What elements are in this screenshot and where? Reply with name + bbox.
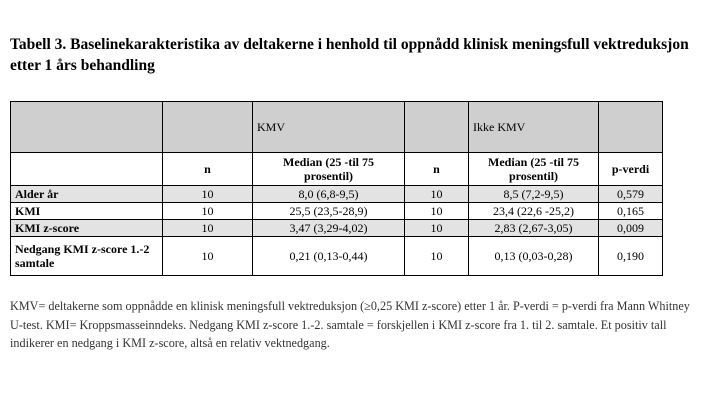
cell-n-ikke-kmv: 10: [405, 203, 469, 220]
table-row: [11, 186, 663, 203]
column-header-row: [11, 153, 663, 186]
cell-p-value: 0,579: [599, 186, 663, 203]
group-header-row: [11, 102, 663, 153]
cell-median-ikke-kmv: 2,83 (2,67-3,05): [469, 220, 599, 237]
header-p-value: p-verdi: [599, 153, 663, 186]
cell-p-value: 0,165: [599, 203, 663, 220]
row-label: Nedgang KMI z-score 1.-2 samtale: [11, 237, 163, 276]
cell-n-kmv: 10: [163, 203, 253, 220]
cell-p-value: 0,009: [599, 220, 663, 237]
empty-corner-cell: [11, 102, 163, 153]
row-label: KMI: [11, 203, 163, 220]
row-label: Alder år: [11, 186, 163, 203]
header-n-kmv: n: [163, 153, 253, 186]
table-footnote: KMV= deltakerne som oppnådde en klinisk meningsfull vektreduksjon (≥0,25 KMI z-score) etter 1 år. P-verdi = p-verdi fra Mann Whitney U-test. KMI= Kroppsmasseinndeks. Nedgang KMI z-score 1.-2. samtale = forskjellen i KMI z-score fra 1. til 2. samtale. Et positiv tall indikerer en nedgang i KMI z-score, altså en relativ vektnedgang.: [10, 299, 690, 350]
cell-median-ikke-kmv: 8,5 (7,2-9,5): [469, 186, 599, 203]
table-row: [11, 220, 663, 237]
cell-n-ikke-kmv: 10: [405, 237, 469, 276]
header-median-ikke-kmv: Median (25 -til 75 prosentil): [469, 153, 599, 186]
cell-median-kmv: 3,47 (3,29-4,02): [253, 220, 405, 237]
empty-group-cell: [405, 102, 469, 153]
cell-n-kmv: 10: [163, 220, 253, 237]
empty-group-cell: [163, 102, 253, 153]
cell-median-ikke-kmv: 23,4 (22,6 -25,2): [469, 203, 599, 220]
group-ikke-kmv-header: Ikke KMV: [469, 102, 599, 153]
cell-median-kmv: 8,0 (6,8-9,5): [253, 186, 405, 203]
baseline-table: [10, 101, 663, 276]
table-row: [11, 203, 663, 220]
empty-label-header: [11, 153, 163, 186]
cell-p-value: 0,190: [599, 237, 663, 276]
table-title: Tabell 3. Baselinekarakteristika av deltakerne i henhold til oppnådd klinisk meningsfull vektreduksjon etter 1 års behandling: [10, 36, 689, 74]
header-n-ikke-kmv: n: [405, 153, 469, 186]
cell-median-kmv: 25,5 (23,5-28,9): [253, 203, 405, 220]
cell-n-ikke-kmv: 10: [405, 186, 469, 203]
group-kmv-header: KMV: [253, 102, 405, 153]
header-median-kmv: Median (25 -til 75 prosentil): [253, 153, 405, 186]
table-row: [11, 237, 663, 276]
empty-group-cell: [599, 102, 663, 153]
cell-median-ikke-kmv: 0,13 (0,03-0,28): [469, 237, 599, 276]
cell-median-kmv: 0,21 (0,13-0,44): [253, 237, 405, 276]
row-label: KMI z-score: [11, 220, 163, 237]
cell-n-kmv: 10: [163, 186, 253, 203]
cell-n-ikke-kmv: 10: [405, 220, 469, 237]
cell-n-kmv: 10: [163, 237, 253, 276]
